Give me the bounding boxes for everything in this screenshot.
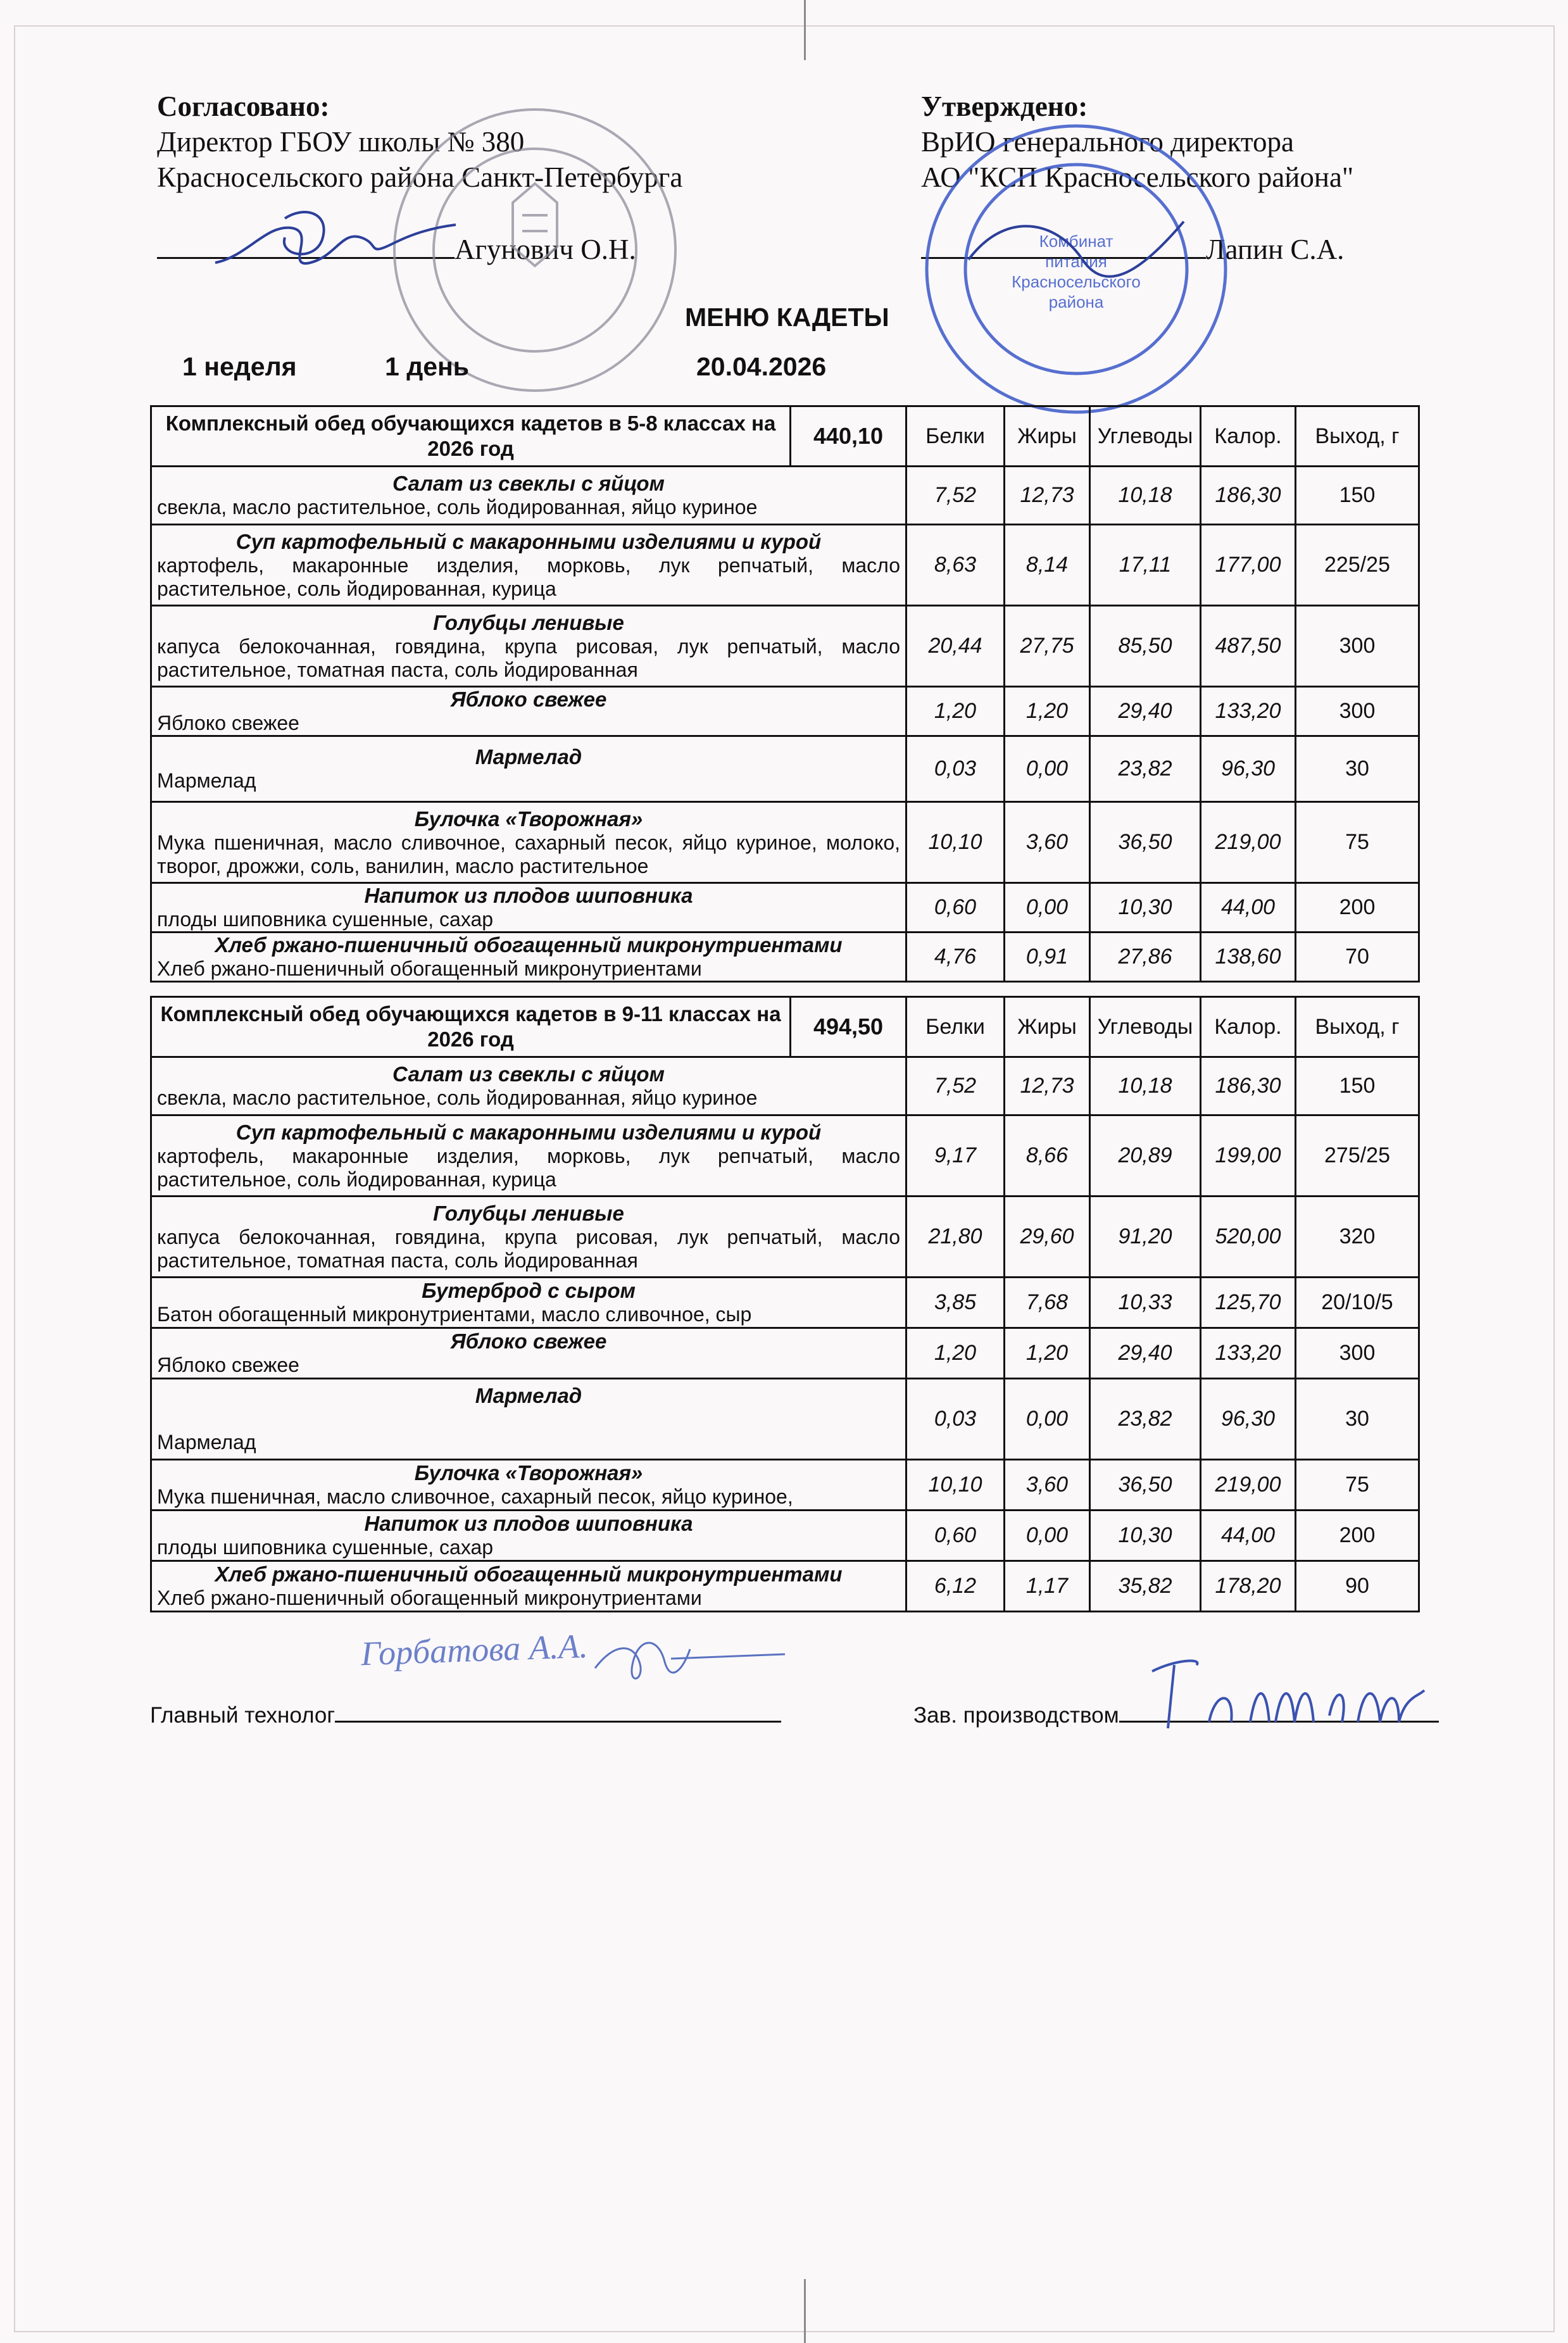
dish-cell xyxy=(151,1057,906,1115)
carbs-value: 23,82 xyxy=(1090,1379,1201,1460)
svg-text:Комбинат: Комбинат xyxy=(1039,232,1113,251)
table-row xyxy=(151,606,1419,687)
dish-cell xyxy=(151,933,906,982)
svg-text:района: района xyxy=(1048,292,1104,311)
dish-ingredients: свекла, масло растительное, соль йодированная, яйцо куриное xyxy=(157,1086,758,1109)
yield-value: 75 xyxy=(1296,1460,1419,1511)
signature-line xyxy=(921,257,1206,259)
carbs-value: 10,33 xyxy=(1090,1278,1201,1328)
chief-technologist-label: Главный технолог xyxy=(150,1703,336,1728)
protein-value: 10,10 xyxy=(906,802,1005,883)
table-row xyxy=(151,933,1419,982)
yield-value: 70 xyxy=(1296,933,1419,982)
menu-title: МЕНЮ КАДЕТЫ xyxy=(685,303,889,332)
dish-ingredients: свекла, масло растительное, соль йодированная, яйцо куриное xyxy=(157,496,758,518)
carbs-value: 20,89 xyxy=(1090,1115,1201,1197)
dish-ingredients: Яблоко свежее xyxy=(157,1354,299,1376)
fat-value: 0,00 xyxy=(1005,736,1090,802)
kcal-value: 44,00 xyxy=(1201,1511,1296,1561)
col-protein: Белки xyxy=(906,406,1005,467)
yield-value: 225/25 xyxy=(1296,525,1419,606)
yield-value: 30 xyxy=(1296,1379,1419,1460)
protein-value: 0,60 xyxy=(906,883,1005,933)
protein-value: 1,20 xyxy=(906,1328,1005,1379)
approved-line1: ВрИО генерального директора xyxy=(921,126,1294,158)
agreed-line1: Директор ГБОУ школы № 380 xyxy=(157,126,525,158)
fat-value: 0,00 xyxy=(1005,883,1090,933)
dish-ingredients: картофель, макаронные изделия, морковь, лук репчатый, масло растительное, соль йодированная, курица xyxy=(157,553,900,600)
protein-value: 6,12 xyxy=(906,1561,1005,1612)
fat-value: 29,60 xyxy=(1005,1197,1090,1278)
dish-name: Булочка «Творожная» xyxy=(414,807,643,831)
fold-mark-top xyxy=(804,0,806,60)
col-yield: Выход, г xyxy=(1296,406,1419,467)
protein-value: 1,20 xyxy=(906,687,1005,736)
dish-cell xyxy=(151,736,906,802)
col-carbs: Углеводы xyxy=(1090,997,1201,1057)
dish-name: Суп картофельный с макаронными изделиями и курой xyxy=(235,529,822,553)
table-row xyxy=(151,687,1419,736)
fat-value: 27,75 xyxy=(1005,606,1090,687)
protein-value: 0,60 xyxy=(906,1511,1005,1561)
table-row xyxy=(151,1057,1419,1115)
svg-text:питания: питания xyxy=(1045,252,1107,271)
carbs-value: 10,30 xyxy=(1090,1511,1201,1561)
fat-value: 0,00 xyxy=(1005,1379,1090,1460)
col-fat: Жиры xyxy=(1005,997,1090,1057)
fat-value: 12,73 xyxy=(1005,1057,1090,1115)
dish-ingredients: Мука пшеничная, масло сливочное, сахарный песок, яйцо куриное, xyxy=(157,1485,793,1508)
dish-cell xyxy=(151,1460,906,1511)
production-manager xyxy=(913,1703,1439,1728)
menu-caption: Комплексный обед обучающихся кадетов в 9-11 классах на 2026 год xyxy=(151,997,791,1057)
col-yield: Выход, г xyxy=(1296,997,1419,1057)
dish-cell xyxy=(151,883,906,933)
protein-value: 10,10 xyxy=(906,1460,1005,1511)
yield-value: 200 xyxy=(1296,1511,1419,1561)
fat-value: 8,14 xyxy=(1005,525,1090,606)
protein-value: 0,03 xyxy=(906,736,1005,802)
kcal-value: 125,70 xyxy=(1201,1278,1296,1328)
production-manager-label: Зав. производством xyxy=(913,1703,1119,1728)
yield-value: 300 xyxy=(1296,1328,1419,1379)
dish-name: Голубцы ленивые xyxy=(433,1201,624,1225)
table-row xyxy=(151,1328,1419,1379)
kcal-value: 133,20 xyxy=(1201,687,1296,736)
approved-title: Утверждено: xyxy=(921,91,1088,122)
fat-value: 3,60 xyxy=(1005,1460,1090,1511)
dish-ingredients: картофель, макаронные изделия, морковь, лук репчатый, масло растительное, соль йодированная, курица xyxy=(157,1144,900,1191)
yield-value: 275/25 xyxy=(1296,1115,1419,1197)
kcal-value: 44,00 xyxy=(1201,883,1296,933)
kcal-value: 96,30 xyxy=(1201,1379,1296,1460)
svg-text:Красносельского: Красносельского xyxy=(1012,272,1141,291)
col-carbs: Углеводы xyxy=(1090,406,1201,467)
approved-line2: АО "КСП Красносельского района" xyxy=(921,161,1354,193)
col-fat: Жиры xyxy=(1005,406,1090,467)
protein-value: 21,80 xyxy=(906,1197,1005,1278)
protein-value: 8,63 xyxy=(906,525,1005,606)
fat-value: 0,91 xyxy=(1005,933,1090,982)
carbs-value: 36,50 xyxy=(1090,802,1201,883)
carbs-value: 27,86 xyxy=(1090,933,1201,982)
yield-value: 20/10/5 xyxy=(1296,1278,1419,1328)
carbs-value: 10,18 xyxy=(1090,467,1201,525)
kcal-value: 177,00 xyxy=(1201,525,1296,606)
yield-value: 300 xyxy=(1296,606,1419,687)
table-row xyxy=(151,802,1419,883)
protein-value: 20,44 xyxy=(906,606,1005,687)
signature-line xyxy=(1119,1721,1439,1723)
dish-name: Хлеб ржано-пшеничный обогащенный микронутриентами xyxy=(215,933,843,957)
kcal-value: 133,20 xyxy=(1201,1328,1296,1379)
dish-ingredients: Мука пшеничная, масло сливочное, сахарный песок, яйцо куриное, молоко, творог, дрожжи, соль, ванилин, масло растительное xyxy=(157,831,900,877)
table-row xyxy=(151,1460,1419,1511)
dish-cell xyxy=(151,467,906,525)
agreed-title: Согласовано: xyxy=(157,91,330,122)
menu-caption: Комплексный обед обучающихся кадетов в 5-8 классах на 2026 год xyxy=(151,406,791,467)
carbs-value: 10,30 xyxy=(1090,883,1201,933)
yield-value: 30 xyxy=(1296,736,1419,802)
kcal-value: 219,00 xyxy=(1201,802,1296,883)
agreed-signature-row xyxy=(157,232,682,267)
dish-cell xyxy=(151,687,906,736)
kcal-value: 219,00 xyxy=(1201,1460,1296,1511)
table-row xyxy=(151,1561,1419,1612)
protein-value: 7,52 xyxy=(906,467,1005,525)
fat-value: 1,20 xyxy=(1005,687,1090,736)
kcal-value: 96,30 xyxy=(1201,736,1296,802)
carbs-value: 91,20 xyxy=(1090,1197,1201,1278)
dish-ingredients: Мармелад xyxy=(157,1431,256,1454)
fat-value: 8,66 xyxy=(1005,1115,1090,1197)
dish-ingredients: Мармелад xyxy=(157,769,256,792)
dish-name: Мармелад xyxy=(475,745,582,769)
carbs-value: 29,40 xyxy=(1090,687,1201,736)
dish-ingredients: капуса белокочанная, говядина, крупа рисовая, лук репчатый, масло растительное, томатная паста, соль йодированная xyxy=(157,634,900,681)
carbs-value: 29,40 xyxy=(1090,1328,1201,1379)
signature-line xyxy=(335,1721,781,1723)
dish-cell xyxy=(151,1379,906,1460)
fold-mark-bottom xyxy=(804,2279,806,2343)
dish-cell xyxy=(151,1561,906,1612)
approved-signer: Лапин С.А. xyxy=(1206,234,1345,265)
yield-value: 150 xyxy=(1296,1057,1419,1115)
fat-value: 7,68 xyxy=(1005,1278,1090,1328)
dish-ingredients: Яблоко свежее xyxy=(157,712,299,734)
kcal-value: 186,30 xyxy=(1201,467,1296,525)
fat-value: 1,20 xyxy=(1005,1328,1090,1379)
agreed-line2: Красносельского района Санкт-Петербурга xyxy=(157,161,683,193)
dish-ingredients: Хлеб ржано-пшеничный обогащенный микронутриентами xyxy=(157,957,702,980)
yield-value: 320 xyxy=(1296,1197,1419,1278)
kcal-value: 520,00 xyxy=(1201,1197,1296,1278)
dish-name: Яблоко свежее xyxy=(450,688,607,711)
dish-ingredients: Хлеб ржано-пшеничный обогащенный микронутриентами xyxy=(157,1586,702,1609)
dish-ingredients: капуса белокочанная, говядина, крупа рисовая, лук репчатый, масло растительное, томатная паста, соль йодированная xyxy=(157,1225,900,1272)
table-row xyxy=(151,1278,1419,1328)
approval-block-left xyxy=(157,89,682,267)
yield-value: 150 xyxy=(1296,467,1419,525)
fat-value: 0,00 xyxy=(1005,1511,1090,1561)
fat-value: 3,60 xyxy=(1005,802,1090,883)
dish-name: Голубцы ленивые xyxy=(433,610,624,634)
protein-value: 4,76 xyxy=(906,933,1005,982)
yield-value: 90 xyxy=(1296,1561,1419,1612)
carbs-value: 23,82 xyxy=(1090,736,1201,802)
dish-name: Напиток из плодов шиповника xyxy=(364,884,693,907)
agreed-signer: Агунович О.Н. xyxy=(455,234,636,265)
table-row xyxy=(151,736,1419,802)
dish-name: Бутерброд с сыром xyxy=(422,1279,636,1302)
dish-name: Мармелад xyxy=(475,1384,582,1407)
signature-line xyxy=(157,257,455,259)
dish-name: Салат из свеклы с яйцом xyxy=(392,1062,665,1086)
protein-value: 9,17 xyxy=(906,1115,1005,1197)
approved-signature-row xyxy=(921,232,1353,267)
kcal-value: 178,20 xyxy=(1201,1561,1296,1612)
table-row xyxy=(151,467,1419,525)
table-row xyxy=(151,883,1419,933)
table-row xyxy=(151,1511,1419,1561)
col-protein: Белки xyxy=(906,997,1005,1057)
yield-value: 200 xyxy=(1296,883,1419,933)
protein-value: 0,03 xyxy=(906,1379,1005,1460)
dish-cell xyxy=(151,1511,906,1561)
carbs-value: 17,11 xyxy=(1090,525,1201,606)
week-label: 1 неделя xyxy=(182,352,297,381)
menu-table-9-11 xyxy=(150,996,1420,1612)
dish-cell xyxy=(151,1278,906,1328)
table-row xyxy=(151,1197,1419,1278)
yield-value: 75 xyxy=(1296,802,1419,883)
day-label: 1 день xyxy=(385,352,469,381)
table-row xyxy=(151,1115,1419,1197)
approval-block-right xyxy=(921,89,1353,267)
table-header-row xyxy=(151,997,1419,1057)
table-row xyxy=(151,525,1419,606)
menu-price: 494,50 xyxy=(791,997,906,1057)
protein-value: 7,52 xyxy=(906,1057,1005,1115)
dish-cell xyxy=(151,1197,906,1278)
carbs-value: 35,82 xyxy=(1090,1561,1201,1612)
menu-table-5-8 xyxy=(150,405,1420,983)
col-kcal: Калор. xyxy=(1201,406,1296,467)
dish-name: Булочка «Творожная» xyxy=(414,1461,643,1485)
dish-name: Хлеб ржано-пшеничный обогащенный микронутриентами xyxy=(215,1562,843,1586)
dish-name: Салат из свеклы с яйцом xyxy=(392,472,665,495)
table-header-row xyxy=(151,406,1419,467)
fat-value: 1,17 xyxy=(1005,1561,1090,1612)
kcal-value: 186,30 xyxy=(1201,1057,1296,1115)
dish-cell xyxy=(151,606,906,687)
kcal-value: 487,50 xyxy=(1201,606,1296,687)
carbs-value: 36,50 xyxy=(1090,1460,1201,1511)
kcal-value: 199,00 xyxy=(1201,1115,1296,1197)
kcal-value: 138,60 xyxy=(1201,933,1296,982)
technologist-signature xyxy=(589,1624,791,1693)
dish-cell xyxy=(151,525,906,606)
technologist-handwritten: Горбатова А.А. xyxy=(360,1626,589,1673)
menu-date: 20.04.2026 xyxy=(696,352,827,381)
dish-name: Напиток из плодов шиповника xyxy=(364,1512,693,1535)
dish-cell xyxy=(151,802,906,883)
dish-ingredients: плоды шиповника сушенные, сахар xyxy=(157,908,494,931)
carbs-value: 85,50 xyxy=(1090,606,1201,687)
chief-technologist xyxy=(150,1703,781,1728)
dish-cell xyxy=(151,1328,906,1379)
dish-name: Суп картофельный с макаронными изделиями и курой xyxy=(235,1120,822,1144)
menu-price: 440,10 xyxy=(791,406,906,467)
col-kcal: Калор. xyxy=(1201,997,1296,1057)
carbs-value: 10,18 xyxy=(1090,1057,1201,1115)
dish-ingredients: Батон обогащенный микронутриентами, масло сливочное, сыр xyxy=(157,1303,752,1326)
protein-value: 3,85 xyxy=(906,1278,1005,1328)
fat-value: 12,73 xyxy=(1005,467,1090,525)
dish-name: Яблоко свежее xyxy=(450,1329,607,1353)
dish-cell xyxy=(151,1115,906,1197)
yield-value: 300 xyxy=(1296,687,1419,736)
table-row xyxy=(151,1379,1419,1460)
dish-ingredients: плоды шиповника сушенные, сахар xyxy=(157,1536,494,1559)
